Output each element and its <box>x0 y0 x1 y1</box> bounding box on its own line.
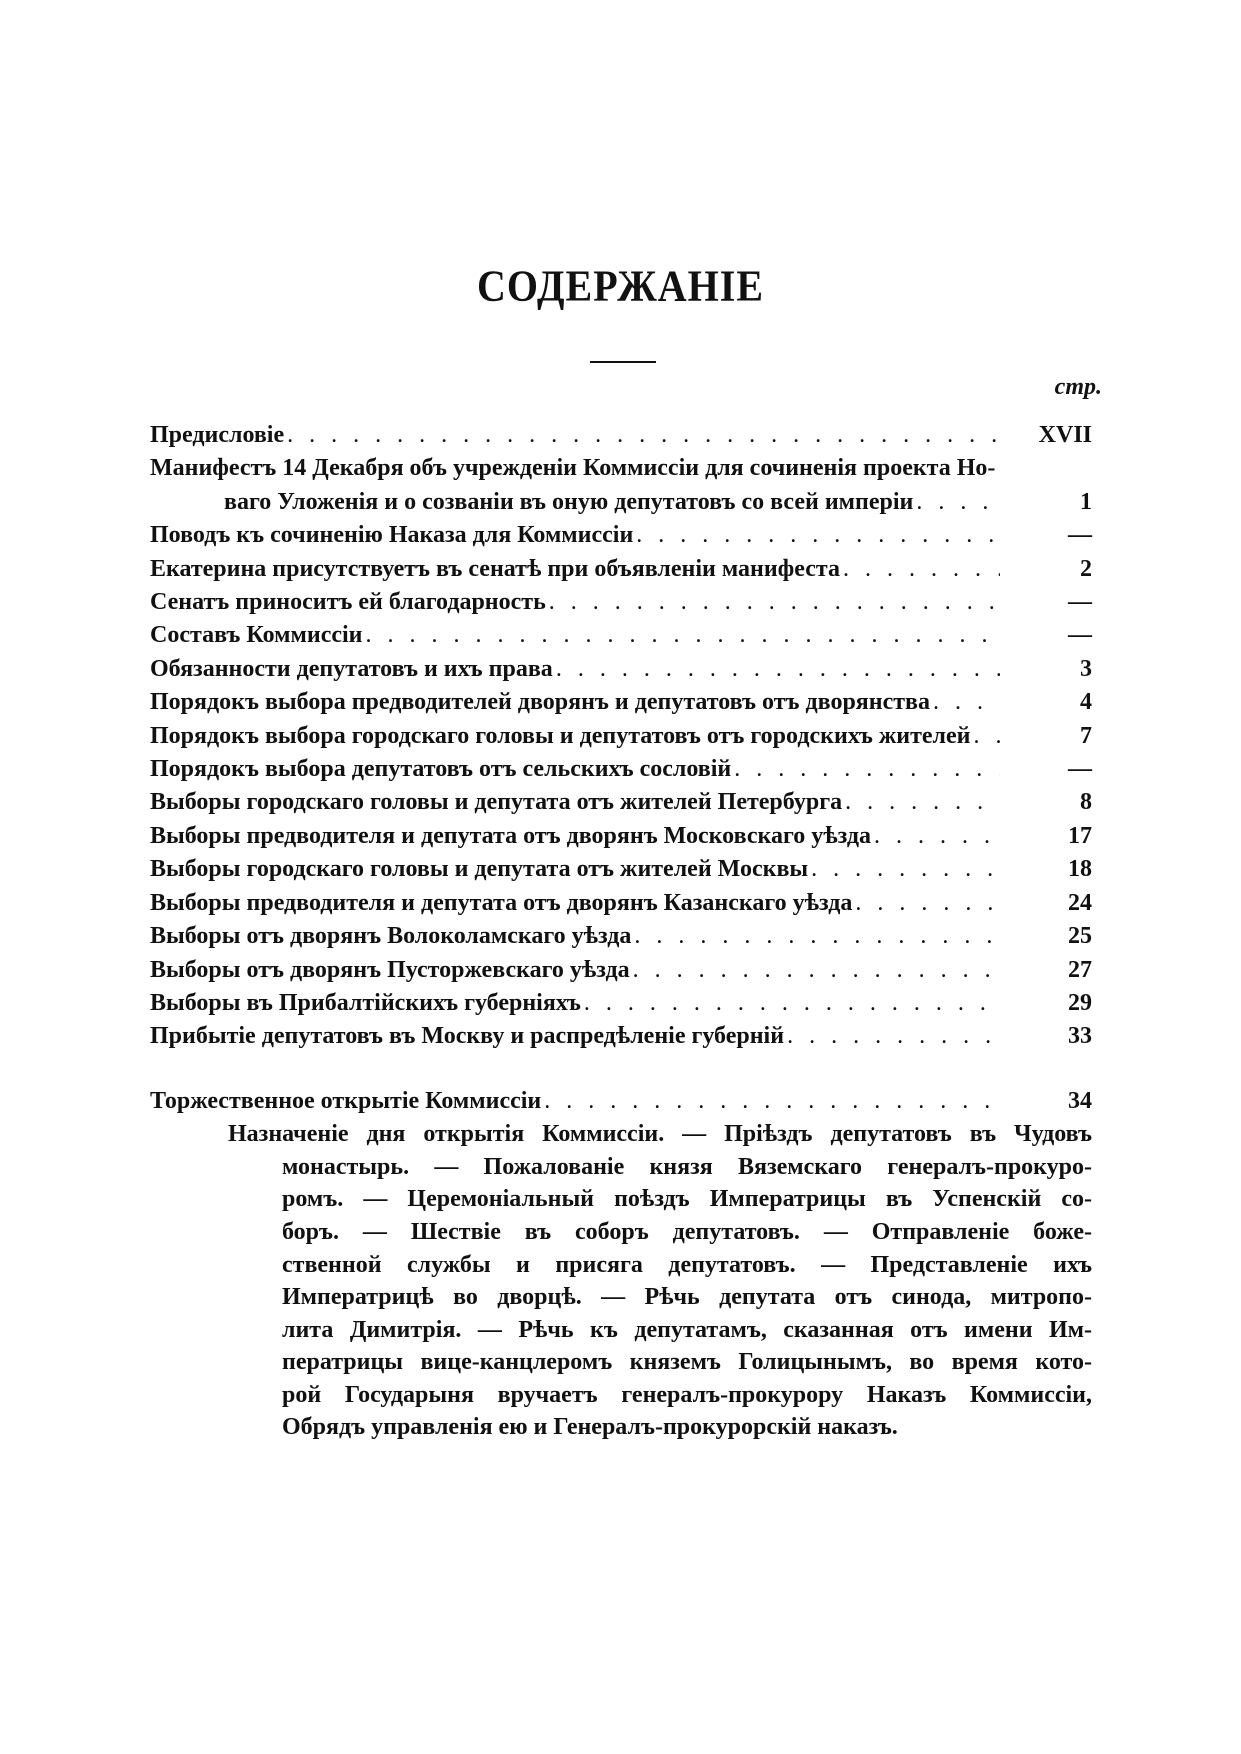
toc-section-title: Торжественное открытiе Коммиссiи <box>150 1087 542 1114</box>
toc-entry-page: 33 <box>1068 1023 1092 1050</box>
table-of-contents <box>150 419 1092 1444</box>
toc-entry[interactable] <box>150 686 1092 719</box>
toc-entry-page: 3 <box>1080 655 1092 682</box>
toc-entry-title: Выборы предводителя и депутата отъ дворянъ Московскаго уѣзда <box>150 822 872 849</box>
dot-leader <box>843 553 1000 586</box>
toc-entry-title: Выборы отъ дворянъ Пусторжевскаго уѣзда <box>150 956 630 983</box>
toc-entry[interactable] <box>150 653 1092 686</box>
toc-entry-page: 17 <box>1068 822 1092 849</box>
summary-line: ромъ. — Церемонiальный поѣздъ Императрицы въ Успенскiй со- <box>282 1186 1092 1213</box>
toc-entry-title: Манифестъ 14 Декабря объ учрежденiи Коммиссiи для сочиненiя проекта Но- <box>150 455 996 482</box>
toc-entry-title: Выборы въ Прибалтiйскихъ губернiяхъ <box>150 989 581 1016</box>
toc-entry[interactable] <box>150 753 1092 786</box>
toc-entry-page: 25 <box>1068 923 1092 950</box>
summary-line: монастырь. — Пожалованiе князя Вяземскаго генералъ-прокуро- <box>282 1153 1092 1180</box>
summary-line: Назначенiе дня открытiя Коммиссiи. — Прiѣздъ депутатовъ въ Чудовъ <box>228 1121 1092 1148</box>
summary-line: Обрядъ управленiя ею и Генералъ-прокурорскiй наказъ. <box>282 1414 898 1441</box>
toc-entry-page: — <box>1068 522 1092 549</box>
toc-entry-title: Порядокъ выбора депутатовъ отъ сельскихъ сословiй <box>150 756 732 783</box>
summary-line: Императрицѣ во дворцѣ. — Рѣчь депутата отъ синода, митропо- <box>282 1284 1092 1311</box>
toc-entry[interactable] <box>150 519 1092 552</box>
title-rule <box>590 361 656 363</box>
toc-entry-page: 8 <box>1080 789 1092 816</box>
dot-leader <box>916 486 1000 519</box>
page-column-label: стр. <box>1054 374 1102 400</box>
toc-entry[interactable] <box>150 920 1092 953</box>
toc-entry[interactable] <box>150 987 1092 1020</box>
toc-entry-title: Предисловіе <box>150 422 285 448</box>
toc-entry[interactable] <box>150 954 1092 987</box>
dot-leader <box>544 1085 1000 1118</box>
toc-entry-title: Выборы отъ дворянъ Волоколамскаго уѣзда <box>150 923 632 950</box>
dot-leader <box>636 519 1000 552</box>
dot-leader <box>366 619 1001 652</box>
toc-entry[interactable] <box>150 720 1092 753</box>
dot-leader <box>556 653 1000 686</box>
dot-leader <box>933 686 1000 719</box>
toc-entry-title: Выборы городскаго головы и депутата отъ жителей Петербурга <box>150 789 843 816</box>
section-gap <box>150 1054 1092 1085</box>
toc-entry-page: XVII <box>1038 422 1092 448</box>
toc-entry[interactable] <box>150 619 1092 652</box>
dot-leader <box>845 786 1000 819</box>
toc-entry-page: — <box>1068 589 1092 616</box>
toc-entry-page: — <box>1068 622 1092 649</box>
toc-entry-title: Сенатъ приноситъ ей благодарность <box>150 589 546 616</box>
toc-entry-title: Екатерина присутствуетъ въ сенатѣ при объявленiи манифеста <box>150 555 840 582</box>
toc-entry-title: Порядокъ выбора предводителей дворянъ и депутатовъ отъ дворянства <box>150 689 930 716</box>
page-title: СОДЕРЖАНIЕ <box>476 260 765 311</box>
toc-entry-page: 18 <box>1068 856 1092 883</box>
toc-entry-page: 4 <box>1080 689 1092 716</box>
toc-entry[interactable] <box>150 452 1092 519</box>
toc-entry-title: Прибытiе депутатовъ въ Москву и распредѣленiе губернiй <box>150 1023 785 1050</box>
dot-leader <box>874 820 1000 853</box>
toc-entry-page: — <box>1068 756 1092 783</box>
toc-entry[interactable] <box>150 586 1092 619</box>
toc-entry-page: 1 <box>1080 488 1092 515</box>
toc-entry-title: Порядокъ выбора городскаго головы и депутатовъ отъ городскихъ жителей <box>150 722 971 749</box>
toc-entry-title: Выборы городскаго головы и депутата отъ жителей Москвы <box>150 856 809 883</box>
dot-leader <box>734 753 1000 786</box>
dot-leader <box>855 887 1000 920</box>
toc-entry-title: Обязанности депутатовъ и ихъ права <box>150 655 553 682</box>
summary-line: боръ. — Шествiе въ соборъ депутатовъ. — Отправленiе боже- <box>282 1218 1092 1245</box>
section-summary <box>228 1118 1092 1444</box>
dot-leader <box>973 720 1000 753</box>
toc-entry-title-continued: ваго Уложенiя и о созванiи въ оную депутатовъ со всей имперiи <box>224 488 914 515</box>
toc-entry-page: 7 <box>1080 722 1092 749</box>
summary-line: ственной службы и присяга депутатовъ. — Представленiе ихъ <box>282 1251 1092 1278</box>
toc-entry[interactable] <box>150 1020 1092 1053</box>
toc-entry-page: 24 <box>1068 889 1092 916</box>
dot-leader <box>549 586 1000 619</box>
toc-section-page: 34 <box>1068 1087 1092 1114</box>
toc-entry-title: Выборы предводителя и депутата отъ дворянъ Казанскаго уѣзда <box>150 889 853 916</box>
toc-section-entry[interactable] <box>150 1085 1092 1118</box>
dot-leader <box>584 987 1000 1020</box>
toc-entry-page: 2 <box>1080 555 1092 582</box>
summary-line: лита Димитрiя. — Рѣчь къ депутатамъ, сказанная отъ имени Им- <box>282 1316 1092 1343</box>
toc-entry-page: 27 <box>1068 956 1092 983</box>
summary-line: рой Государыня вручаетъ генералъ-прокурору Наказъ Коммиссiи, <box>282 1381 1092 1408</box>
toc-entry[interactable] <box>150 887 1092 920</box>
toc-entry-title: Поводъ къ сочиненiю Наказа для Коммиссiи <box>150 522 634 549</box>
toc-entry[interactable] <box>150 553 1092 586</box>
toc-entry[interactable] <box>150 419 1092 452</box>
dot-leader <box>634 920 1000 953</box>
toc-entry-title: Составъ Коммиссiи <box>150 622 363 649</box>
toc-entry[interactable] <box>150 786 1092 819</box>
summary-line: ператрицы вице-канцлеромъ княземъ Голицынымъ, во время кото- <box>282 1349 1092 1376</box>
dot-leader <box>811 853 1000 886</box>
dot-leader <box>633 954 1000 987</box>
toc-entry-page: 29 <box>1068 989 1092 1016</box>
toc-entry[interactable] <box>150 853 1092 886</box>
dot-leader <box>787 1020 1000 1053</box>
toc-entry[interactable] <box>150 820 1092 853</box>
dot-leader <box>287 419 1000 452</box>
